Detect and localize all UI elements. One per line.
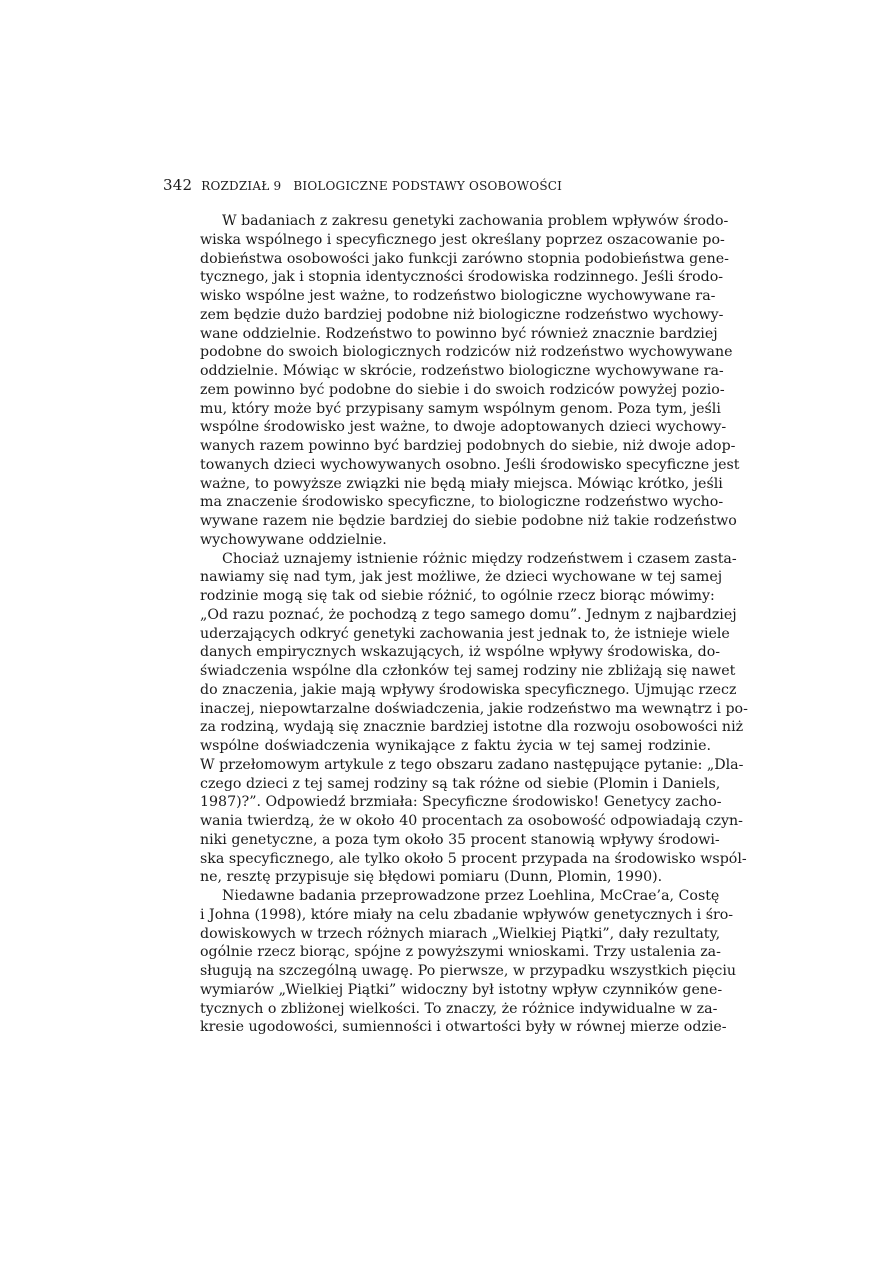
text-line: wspólne środowisko jest ważne, to dwoje adoptowanych dzieci wychowy- — [200, 419, 727, 436]
text-line: W badaniach z zakresu genetyki zachowania problem wpływów środo- — [222, 213, 729, 229]
text-line: „Od razu poznać, że pochodzą z tego samego domu”. Jednym z najbardziej — [200, 606, 737, 623]
paragraph — [200, 887, 737, 1037]
paragraph — [200, 212, 740, 550]
text-line: towanych dzieci wychowywanych osobno. Jeśli środowisko specyficzne jest — [200, 456, 740, 473]
text-line: ma znaczenie środowisko specyficzne, to biologiczne rodzeństwo wycho- — [200, 494, 724, 511]
text-line: dowiskowych w trzech różnych miarach „Wielkiej Piątki”, dały rezultaty, — [200, 925, 721, 942]
text-line: zem będzie dużo bardziej podobne niż biologiczne rodzeństwo wychowy- — [200, 306, 724, 323]
text-line: wanych razem powinno być bardziej podobnych do siebie, niż dwoje adop- — [200, 438, 736, 454]
chapter-title: BIOLOGICZNE PODSTAWY OSOBOWOŚCI — [293, 179, 563, 193]
text-line: świadczenia wspólne dla członków tej samej rodziny nie zbliżają się nawet — [200, 663, 736, 679]
text-line: rodzinie mogą się tak od siebie różnić, to ogólnie rzecz biorąc mówimy: — [200, 588, 715, 604]
text-line: Niedawne badania przeprowadzone przez Loehlina, McCrae’a, Costę — [222, 888, 720, 904]
text-line: dobieństwa osobowości jako funkcji zarówno stopnia podobieństwa gene- — [200, 250, 729, 267]
text-line: W przełomowym artykule z tego obszaru zadano następujące pytanie: „Dla- — [200, 756, 744, 773]
text-line: nawiamy się nad tym, jak jest możliwe, że dzieci wychowane w tej samej — [200, 569, 723, 586]
text-line: ważne, to powyższe związki nie będą miały miejsca. Mówiąc krótko, jeśli — [200, 475, 723, 492]
text-line: mu, który może być przypisany samym wspólnym genom. Poza tym, jeśli — [200, 400, 721, 417]
text-line: podobne do swoich biologicznych rodziców niż rodzeństwo wychowywane — [200, 344, 733, 361]
text-line: zem powinno być podobne do siebie i do swoich rodziców powyżej pozio- — [200, 381, 725, 398]
text-line: 1987)?”. Odpowiedź brzmiała: Specyficzne środowisko! Genetycy zacho- — [200, 794, 722, 811]
text-line: czego dzieci z tej samej rodziny są tak różne od siebie (Plomin i Daniels, — [200, 775, 721, 792]
text-line: wane oddzielnie. Rodzeństwo to powinno być również znacznie bardziej — [200, 325, 718, 342]
text-line: wania twierdzą, że w około 40 procentach za osobowość odpowiadają czyn- — [200, 813, 743, 829]
text-line: tycznego, jak i stopnia identyczności środowiska rodzinnego. Jeśli środo- — [200, 269, 724, 286]
text-line: niki genetyczne, a poza tym około 35 procent stanowią wpływy środowi- — [200, 831, 720, 848]
text-line: kresie ugodowości, sumienności i otwartości były w równej mierze odzie- — [200, 1019, 727, 1036]
text-line: i Johna (1998), które miały na celu zbadanie wpływów genetycznych i śro- — [200, 906, 734, 923]
text-line: ska specyficznego, ale tylko około 5 procent przypada na środowisko wspól- — [200, 850, 747, 867]
text-line: wychowywane oddzielnie. — [200, 531, 387, 548]
text-line: ne, resztę przypisuje się błędowi pomiaru (Dunn, Plomin, 1990). — [200, 869, 663, 886]
text-line: wspólne doświadczenia wynikające z faktu życia w tej samej rodzinie. — [200, 738, 711, 754]
text-line: tycznych o zbliżonej wielkości. To znaczy, że różnice indywidualne w za- — [200, 1000, 718, 1017]
text-line: do znaczenia, jakie mają wpływy środowiska specyficznego. Ujmując rzecz — [200, 681, 737, 698]
text-line: wymiarów „Wielkiej Piątki” widoczny był istotny wpływ czynników gene- — [200, 981, 723, 998]
text-line: wywane razem nie będzie bardziej do siebie podobne niż takie rodzeństwo — [200, 513, 737, 529]
text-line: sługują na szczególną uwagę. Po pierwsze, w przypadku wszystkich pięciu — [200, 963, 737, 979]
text-line: uderzających odkryć genetyki zachowania jest jednak to, że istnieje wiele — [200, 625, 730, 642]
body-text — [200, 212, 748, 1037]
text-line: danych empirycznych wskazujących, iż wspólne wpływy środowiska, do- — [200, 644, 721, 661]
text-line: ogólnie rzecz biorąc, spójne z powyższymi wnioskami. Trzy ustalenia za- — [200, 944, 721, 961]
page-number: 342 — [163, 176, 193, 194]
text-line: wisko wspólne jest ważne, to rodzeństwo biologiczne wychowywane ra- — [200, 288, 716, 304]
paragraph — [200, 550, 748, 888]
text-line: oddzielnie. Mówiąc w skrócie, rodzeństwo biologiczne wychowywane ra- — [200, 363, 724, 379]
text-line: Chociaż uznajemy istnienie różnic między rodzeństwem i czasem zasta- — [222, 550, 737, 567]
text-line: wiska wspólnego i specyficznego jest określany poprzez oszacowanie po- — [200, 231, 725, 248]
text-line: inaczej, niepowtarzalne doświadczenia, jakie rodzeństwo ma wewnątrz i po- — [200, 700, 748, 717]
chapter-label: ROZDZIAŁ 9 — [201, 179, 282, 193]
text-line: za rodziną, wydają się znacznie bardziej istotne dla rozwoju osobowości niż — [200, 719, 744, 736]
running-head — [163, 176, 723, 194]
